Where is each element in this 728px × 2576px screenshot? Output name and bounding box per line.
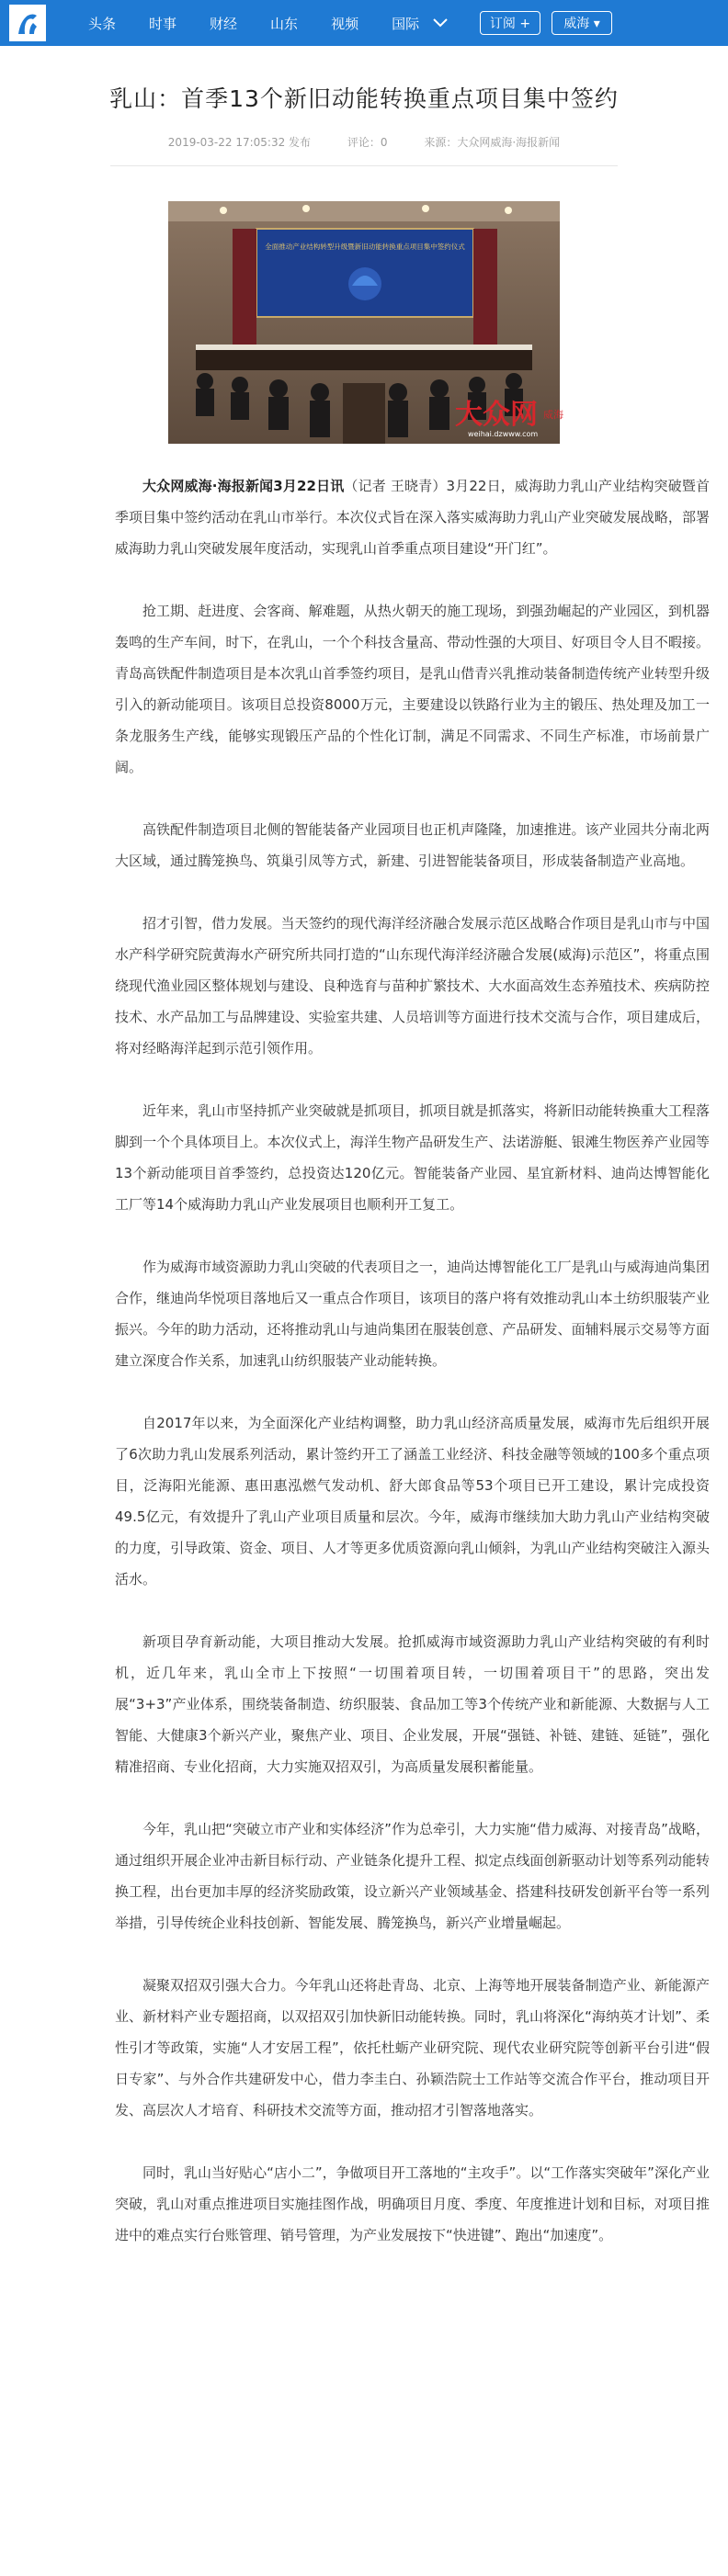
lead-text: （记者 王晓青）3月22日，威海助力乳山产业结构突破暨首季项目集中签约活动在乳山市举行。本次仪式旨在深入落实威海助力乳山产业突破发展战略，部署威海助力乳山突破发展年度活动，实现乳山首季重点项目建设“开门红”。 bbox=[115, 478, 710, 557]
app-logo-icon[interactable] bbox=[9, 5, 46, 41]
subscribe-button[interactable]: 订阅 + bbox=[480, 11, 540, 35]
nav-item-video[interactable]: 视频 bbox=[331, 15, 359, 32]
lead-strong-text: 大众网威海·海报新闻3月22日讯 bbox=[142, 478, 345, 494]
body-paragraph: 凝聚双招双引强大合力。今年乳山还将赴青岛、北京、上海等地开展装备制造产业、新能源产业、新材料产业专题招商，以双招双引加快新旧动能转换。同时，乳山将深化“海纳英才计划”、柔性引才等政策，实施“人才安居工程”，依托杜蛎产业研究院、现代农业研究院等创新平台引进“假日专家”、与外合作共建研发中心，借力李圭白、孙颖浩院士工作站等交流合作平台，推动项目开发、高层次人才培育、科研技术交流等方面，推动招才引智落地落实。 bbox=[115, 1977, 710, 2118]
body-paragraph: 自2017年以来，为全面深化产业结构调整，助力乳山经济高质量发展，威海市先后组织开展了6次助力乳山发展系列活动，累计签约开工了涵盖工业经济、科技金融等领域的100多个重点项目，泛海阳光能源、惠田惠泓燃气发动机、舒大郎食品等53个项目已开工建设，累计完成投资49.5亿元，有效提升了乳山产业项目质量和层次。今年，威海市继续加大助力乳山产业结构突破的力度，引导政策、资金、项目、人才等更多优质资源向乳山倾斜，为乳山产业结构突破注入源头活水。 bbox=[115, 1415, 710, 1587]
article-body bbox=[115, 470, 710, 2282]
body-paragraph: 新项目孕育新动能，大项目推动大发展。抢抓威海市域资源助力乳山产业结构突破的有利时机，近几年来，乳山全市上下按照“一切围着项目转，一切围着项目干”的思路，突出发展“3+3”产业体系，围绕装备制造、纺织服装、食品加工等3个传统产业和新能源、大数据与人工智能、大健康3个新兴产业，聚焦产业、项目、企业发展，开展“强链、补链、建链、延链”，强化精准招商、专业化招商，大力实施双招双引，为高质量发展积蓄能量。 bbox=[115, 1633, 710, 1775]
chevron-down-icon[interactable] bbox=[430, 13, 450, 33]
article-source: 来源：大众网威海·海报新闻 bbox=[424, 136, 561, 149]
nav-item-shandong[interactable]: 山东 bbox=[270, 15, 299, 32]
body-paragraph: 今年，乳山把“突破立市产业和实体经济”作为总牵引，大力实施“借力威海、对接青岛”战略，通过组织开展企业冲击新目标行动、产业链条化提升工程、拟定点线面创新驱动计划等系列动能转换工程，出台更加丰厚的经济奖励政策，设立新兴产业领域基金、搭建科技研发创新平台等一系列举措，引导传统企业科技创新、智能发展、腾笼换鸟，新兴产业增量崛起。 bbox=[115, 1821, 710, 1931]
nav-item-current-affairs[interactable]: 时事 bbox=[149, 15, 177, 32]
top-nav-bar bbox=[0, 0, 728, 46]
article-meta bbox=[0, 134, 728, 150]
body-paragraph: 近年来，乳山市坚持抓产业突破就是抓项目，抓项目就是抓落实，将新旧动能转换重大工程落脚到一个个具体项目上。本次仪式上，海洋生物产品研发生产、法诺游艇、银滩生物医养产业园等13个新动能项目首季签约，总投资达120亿元。智能装备产业园、星宜新材料、迪尚达博智能化工厂等14个威海助力乳山产业发展项目也顺利开工复工。 bbox=[115, 1102, 710, 1213]
article-photo bbox=[168, 201, 563, 444]
photo-watermark-city: 威海 bbox=[543, 409, 563, 421]
header-divider bbox=[110, 165, 618, 166]
photo-watermark: 大众网 bbox=[455, 399, 538, 431]
publish-date: 2019-03-22 17:05:32 发布 bbox=[167, 136, 312, 149]
channel-nav bbox=[88, 0, 452, 46]
photo-banner-text: 全面推动产业结构转型升级暨新旧动能转换重点项目集中签约仪式 bbox=[265, 243, 465, 251]
lead-paragraph bbox=[115, 470, 710, 564]
body-paragraph: 招才引智，借力发展。当天签约的现代海洋经济融合发展示范区战略合作项目是乳山市与中国水产科学研究院黄海水产研究所共同打造的“山东现代海洋经济融合发展(威海)示范区”，将重点围绕现代渔业园区整体规划与建设、良种选育与苗种扩繁技术、大水面高效生态养殖技术、疾病防控技术、水产品加工与品牌建设、实验室共建、人员培训等方面进行技术交流与合作，项目建成后，将对经略海洋起到示范引领作用。 bbox=[115, 915, 710, 1056]
body-paragraph: 作为威海市域资源助力乳山突破的代表项目之一，迪尚达博智能化工厂是乳山与威海迪尚集团合作，继迪尚华悦项目落地后又一重点合作项目，该项目的落户将有效推动乳山本土纺织服装产业振兴。今年的助力活动，还将推动乳山与迪尚集团在服装创意、产品研发、面辅料展示交易等方面建立深度合作关系，加速乳山纺织服装产业动能转换。 bbox=[115, 1259, 710, 1369]
nav-item-international[interactable]: 国际 bbox=[392, 15, 420, 32]
photo-watermark-url: weihai.dzwww.com bbox=[468, 430, 539, 438]
nav-item-headlines[interactable]: 头条 bbox=[88, 15, 117, 32]
article-title: 乳山：首季13个新旧动能转换重点项目集中签约 bbox=[109, 85, 619, 112]
nav-item-finance[interactable]: 财经 bbox=[210, 15, 238, 32]
comment-count[interactable]: 评论：0 bbox=[347, 136, 388, 149]
body-paragraph: 抢工期、赶进度、会客商、解难题，从热火朝天的施工现场，到强劲崛起的产业园区，到机器轰鸣的生产车间，时下，在乳山，一个个科技含量高、带动性强的大项目、好项目令人目不暇接。青岛高铁配件制造项目是本次乳山首季签约项目，是乳山借青兴乳推动装备制造传统产业转型升级引入的新动能项目。该项目总投资8000万元，主要建设以铁路行业为主的锻压、热处理及加工一条龙服务生产线，能够实现锻压产品的个性化订制，满足不同需求、不同生产标准，市场前景广阔。 bbox=[115, 603, 710, 775]
city-select-button[interactable]: 威海 ▾ bbox=[552, 11, 612, 35]
body-paragraph: 高铁配件制造项目北侧的智能装备产业园项目也正机声隆隆，加速推进。该产业园共分南北两大区域，通过腾笼换鸟、筑巢引凤等方式，新建、引进智能装备项目，形成装备制造产业高地。 bbox=[115, 821, 710, 869]
body-paragraph: 同时，乳山当好贴心“店小二”，争做项目开工落地的“主攻手”。以“工作落实突破年”深化产业突破，乳山对重点推进项目实施挂图作战，明确项目月度、季度、年度推进计划和目标，对项目推进中的难点实行台账管理、销号管理，为产业发展按下“快进键”、跑出“加速度”。 bbox=[115, 2164, 710, 2243]
